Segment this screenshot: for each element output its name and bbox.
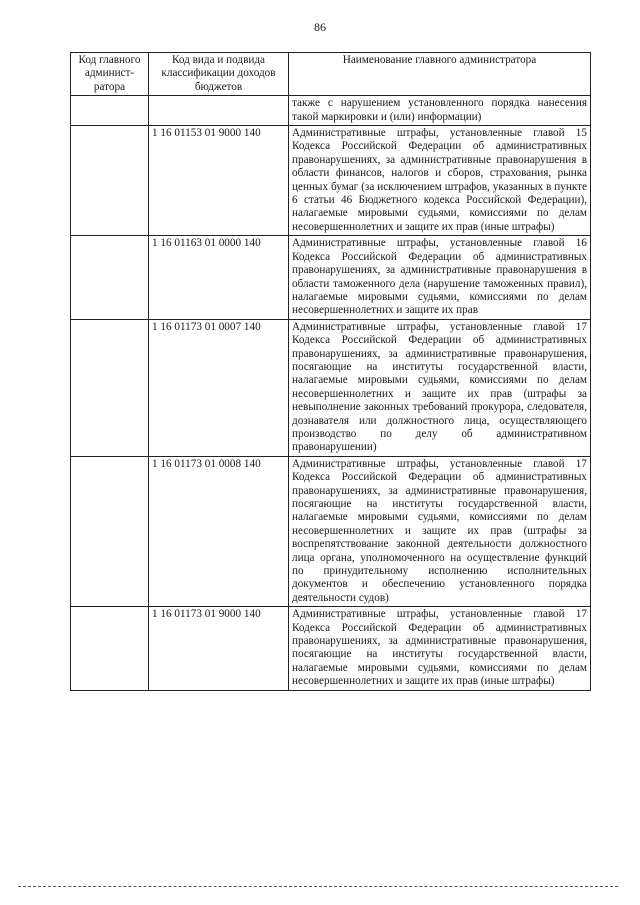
admin-code-cell [71,126,149,236]
revenue-code-cell: 1 16 01173 01 9000 140 [149,607,289,690]
admin-name-cell: Административные штрафы, установленные главой 17 Кодекса Российской Федерации об административных правонарушениях, за административные правонарушения, посягающие на институты государственной власти, налагаемые мировыми судьями, комиссиями по делам несовершеннолетних и защите их прав (иные штрафы) [289,607,591,690]
scan-bottom-line [18,886,618,887]
header-admin-code: Код главного админист-ратора [71,53,149,96]
revenue-code-cell: 1 16 01153 01 9000 140 [149,126,289,236]
revenue-code-cell [149,96,289,126]
admin-name-cell: Административные штрафы, установленные главой 17 Кодекса Российской Федерации об административных правонарушениях, за административные правонарушения, посягающие на институты государственной власти, налагаемые мировыми судьями, комиссиями по делам несовершеннолетних и защите их прав (штрафы за воспрепятствование законной деятельности должностного лица органа, уполномоченного на осуществление функций по принудительному исполнению исполнительных документов и обеспечению установленного порядка деятельности судов) [289,456,591,606]
table-row [71,456,591,606]
revenue-administrators-table [70,52,591,691]
revenue-code-cell: 1 16 01173 01 0007 140 [149,319,289,456]
header-revenue-code: Код вида и подвида классификации доходов бюджетов [149,53,289,96]
revenue-code-cell: 1 16 01163 01 0000 140 [149,236,289,319]
admin-code-cell [71,319,149,456]
admin-name-cell: также с нарушением установленного порядка нанесения такой маркировки и (или) информации) [289,96,591,126]
admin-name-cell: Административные штрафы, установленные главой 15 Кодекса Российской Федерации об административных правонарушениях, за административные правонарушения в области финансов, налогов и сборов, страхования, рынка ценных бумаг (за исключением штрафов, указанных в пункте 6 статьи 46 Бюджетного кодекса Российской Федерации), налагаемые мировыми судьями, комиссиями по делам несовершеннолетних и защите их прав (иные штрафы) [289,126,591,236]
table-row [71,126,591,236]
admin-name-cell: Административные штрафы, установленные главой 16 Кодекса Российской Федерации об административных правонарушениях, за административные правонарушения в области таможенного дела (нарушение таможенных правил), налагаемые мировыми судьями, комиссиями по делам несовершеннолетних и защите их прав [289,236,591,319]
table-header-row [71,53,591,96]
admin-name-cell: Административные штрафы, установленные главой 17 Кодекса Российской Федерации об административных правонарушениях, за административные правонарушения, посягающие на институты государственной власти, налагаемые мировыми судьями, комиссиями по делам несовершеннолетних и защите их прав (штрафы за невыполнение законных требований прокурора, следователя, дознавателя или должностного лица, осуществляющего производство по делу об административном правонарушении) [289,319,591,456]
header-admin-name: Наименование главного администратора [289,53,591,96]
admin-code-cell [71,236,149,319]
admin-code-cell [71,456,149,606]
admin-code-cell [71,607,149,690]
admin-code-cell [71,96,149,126]
table-row [71,319,591,456]
table-row [71,96,591,126]
page-number: 86 [314,20,326,34]
revenue-code-cell: 1 16 01173 01 0008 140 [149,456,289,606]
table-row [71,607,591,690]
table-row [71,236,591,319]
